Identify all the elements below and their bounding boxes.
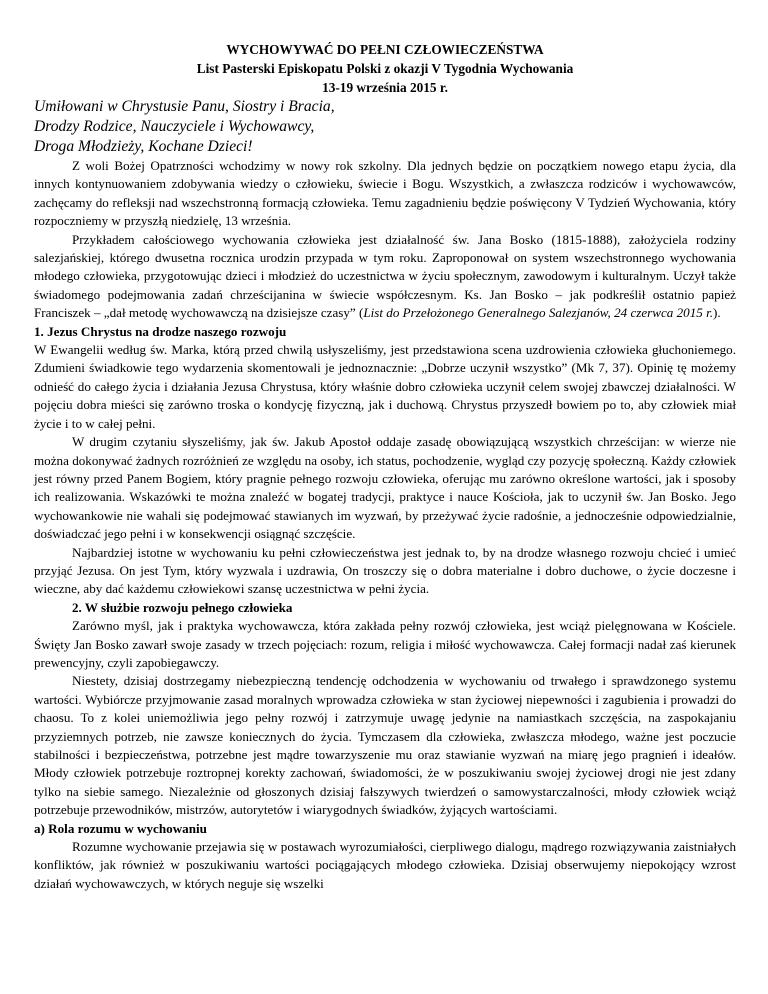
paragraph-bosko-citation: List do Przełożonego Generalnego Salezjanów, 24 czerwca 2015 r. (363, 305, 714, 321)
paragraph-second-reading-start: W drugim czytaniu słyszeliśmy (72, 434, 243, 450)
paragraph-bosko-text: Przykładem całościowego wychowania człowieka jest działalność św. Jana Bosko (1815-1888), założyciela rodziny salezjańskiej, którego dwusetna rocznica urodzin przypada w tym roku. Zaproponował on system wszechstronnego wychowania młodego człowieka, przygotowując dzieci i młodzież do uczestnictwa w życiu społecznym, zawodowym i kulturalnym. Uczył także świadomego podejmowania zadań chrześcijanina w świecie współczesnym. Ks. Jan Bosko – jak podkreślił ostatnio papież Franciszek – „dał metodę wychowawczą na dzisiejsze czasy” ( (34, 231, 736, 321)
paragraph-bosko-end: ). (713, 305, 721, 321)
section-heading-2: 2. W służbie rozwoju pełnego człowieka (72, 599, 293, 615)
paragraph-gospel: W Ewangelii według św. Marka, którą przed chwilą usłyszeliśmy, jest przedstawiona scena uzdrowienia człowieka głuchoniemego. Zdumieni świadkowie tego wydarzenia skomentowali je jednoznacznie: „Dobrze uczynił wszystko” (Mk 7, 37). Opinię tę możemy odnieść do całego życia i działania Jezusa Chrystusa, który właśnie dobro człowieka uczynił celem swojej zbawczej działalności. W pojęciu dobra mieści się zarówno troska o kondycję fizyczną, jak i duchową. Chrystus przyszedł bowiem po to, aby człowiek miał życie i to w całej pełni. (34, 342, 736, 431)
document-dates: 13-19 września 2015 r. (322, 80, 448, 95)
paragraph-second-reading-rest: jak św. Jakub Apostoł oddaje zasadę obowiązującą wszystkich chrześcijan: w wierze nie można dokonywać żadnych rozróżnień ze względu na osoby, ich status, pochodzenie, wygląd czy pozycję społeczną. Każdy człowiek jest równy przed Panem Bogiem, który pragnie pełnego rozwoju człowieka, oferując mu zarówno określone wartości, jak i sposoby ich realizowania. Wskazówki te można znaleźć w bogatej tradycji, praktyce i nauce Kościoła, jak to uczynił św. Jan Bosko. Jego wychowankowie nie wahali się podejmować stawianych im wyzwań, by przeżywać życie radośnie, a jednocześnie odpowiedzialnie, doświadczać jego pełni i w konsekwencji osiągnąć szczęście. (34, 434, 736, 542)
paragraph-educational-thought: Zarówno myśl, jak i praktyka wychowawcza, która zakłada pełny rozwój człowieka, jest wciąż pielęgnowana w Kościele. Święty Jan Bosko zawarł swoje zasady w trzech pojęciach: rozum, religia i miłość wychowawcza. Całej formacji nadał zaś kierunek prewencyjny, czyli zapobiegawczy. (34, 618, 736, 670)
paragraph-bosko (34, 231, 736, 323)
paragraph-dangerous-tendency: Niestety, dzisiaj dostrzegamy niebezpieczną tendencję odchodzenia w wychowaniu od trwałego i sprawdzonego systemu wartości. Wybiórcze przyjmowanie zasad moralnych wprowadza człowieka w stan życiowej niepewności i zagubienia i prowadzi do chaosu. To z kolei uniemożliwia jego pełny rozwój i zatrzymuje uwagę jedynie na namiastkach szczęścia, na zaspokajaniu przyziemnych potrzeb, nie zawsze koniecznych do życia. Tymczasem dla człowieka, zwłaszcza młodego, ważne jest poczucie stabilności i bezpieczeństwa, potrzebne jest mądre towarzyszenie mu oraz stawianie wyzwań na miarę jego pragnień i ideałów. Młody człowiek potrzebuje roztropnej korekty zachowań, świadomości, że w poszukiwaniu swojej życiowej drogi nie jest zdany tylko na siebie samego. Niezależnie od głoszonych dzisiaj fałszywych twierdzeń o samowystarczalności, młody człowiek wciąż potrzebuje przewodników, mistrzów, autorytetów i wiarygodnych świadków, żyjących wartościami. (34, 673, 736, 818)
highlighted-comma: , (242, 434, 246, 450)
document-title: WYCHOWYWAĆ DO PEŁNI CZŁOWIECZEŃSTWA (226, 42, 544, 57)
paragraph-intro: Z woli Bożej Opatrzności wchodzimy w nowy rok szkolny. Dla jednych będzie on początkiem nowego etapu życia, dla innych kontynuowaniem zdobywania wiedzy o człowieku, świecie i Bogu. Wszystkich, a zwłaszcza rodziców i wychowawców, zachęcamy do refleksji nad wszechstronną formacją człowieka. Temu zagadnieniu będzie poświęcony V Tydzień Wychowania, który rozpoczniemy w przyszłą niedzielę, 13 września. (34, 158, 736, 229)
greeting-line-3: Droga Młodzieży, Kochane Dzieci! (34, 138, 253, 155)
paragraph-reason: Rozumne wychowanie przejawia się w postawach wyrozumiałości, cierpliwego dialogu, mądrego rozwiązywania zaistniałych konfliktów, jak również w poszukiwaniu wartości pociągających młodego człowieka. Dzisiaj obserwujemy niepokojący wzrost działań wychowawczych, w których neguje się wszelki (34, 839, 736, 891)
greeting-line-2: Drodzy Rodzice, Nauczyciele i Wychowawcy, (34, 118, 315, 135)
paragraph-most-important: Najbardziej istotne w wychowaniu ku pełni człowieczeństwa jest jednak to, by na drodze własnego rozwoju chcieć i umieć przyjąć Jezusa. On jest Tym, który wyzwala i uzdrawia, On troszczy się o dobra materialne i dobro duchowe, o życie doczesne i wieczne, aby dać każdemu człowiekowi szansę uczestnictwa w pełni życia. (34, 544, 736, 597)
section-heading-1: 1. Jezus Chrystus na drodze naszego rozwoju (34, 323, 287, 339)
section-heading-reason: a) Rola rozumu w wychowaniu (34, 820, 207, 836)
document-subtitle: List Pasterski Episkopatu Polski z okazji V Tygodnia Wychowania (196, 61, 574, 76)
greeting-line-1: Umiłowani w Chrystusie Panu, Siostry i Bracia, (34, 98, 335, 115)
paragraph-second-reading (34, 433, 736, 543)
